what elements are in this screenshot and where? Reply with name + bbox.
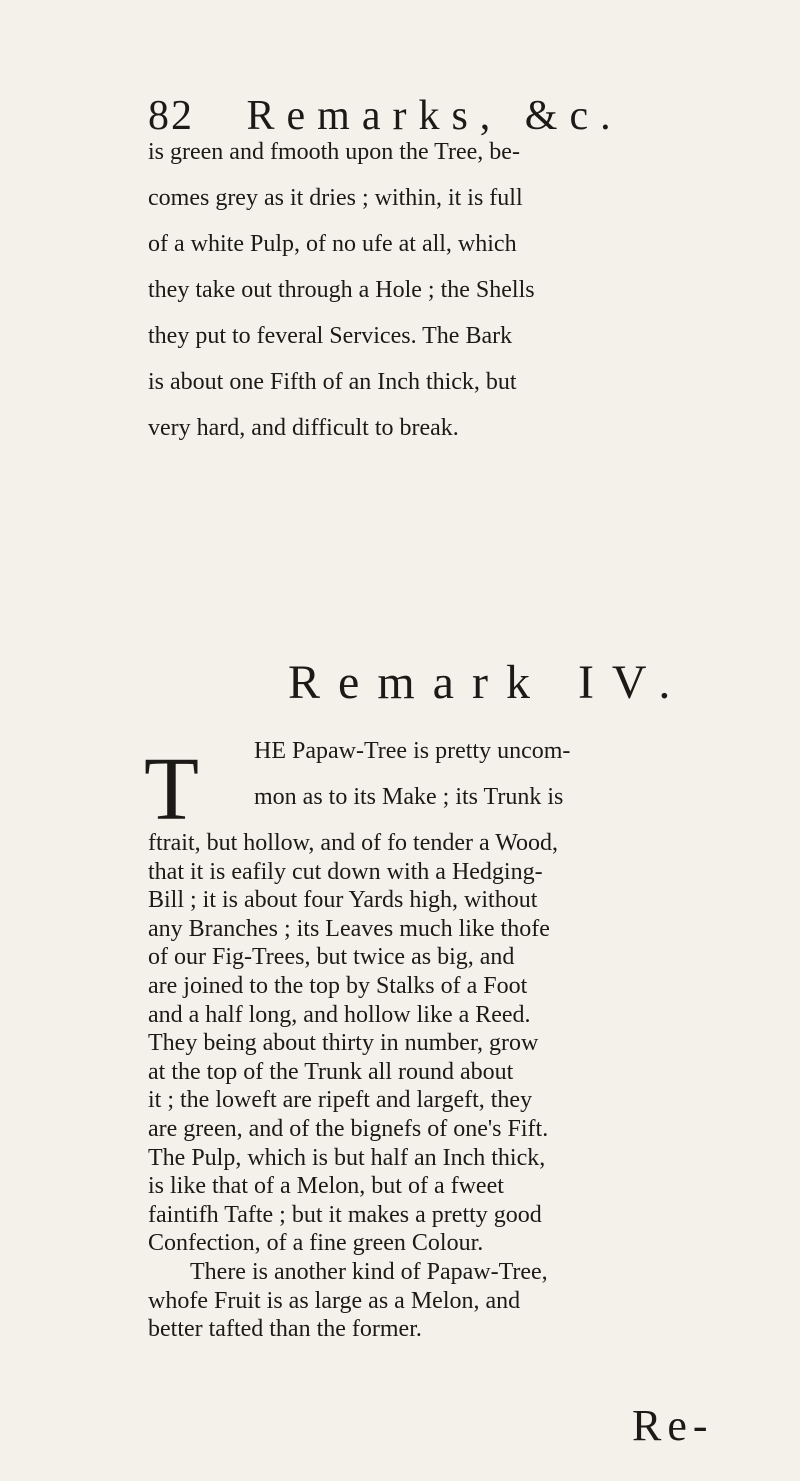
catchword: Re- [632, 1401, 714, 1450]
text-line: faintifh Tafte ; but it makes a pretty good [148, 1201, 542, 1228]
text-line: ftrait, but hollow, and of fo tender a Wood, [148, 830, 558, 856]
text-line: whofe Fruit is as large as a Melon, and [148, 1287, 521, 1314]
text-line: any Branches ; its Leaves much like thofe [148, 915, 550, 942]
text-line: very hard, and difficult to break. [148, 415, 459, 441]
text-line: of a white Pulp, of no ufe at all, which [148, 231, 517, 257]
text-line: There is another kind of Papaw-Tree, [190, 1259, 548, 1285]
drop-cap: T [144, 740, 199, 839]
text-line: comes grey as it dries ; within, it is full [148, 185, 523, 211]
text-line: The Pulp, which is but half an Inch thick, [148, 1144, 546, 1171]
text-line: HE Papaw-Tree is pretty uncom- [254, 738, 571, 764]
text-line: Bill ; it is about four Yards high, without [148, 887, 538, 914]
text-line: better tafted than the former. [148, 1316, 422, 1343]
text-line: that it is eafily cut down with a Hedging- [148, 858, 543, 885]
running-title: Remarks, &c. [246, 93, 623, 139]
text-line: They being about thirty in number, grow [148, 1030, 539, 1057]
page-number: 82 [148, 93, 194, 139]
text-line: is about one Fifth of an Inch thick, but [148, 369, 517, 395]
text-line: mon as to its Make ; its Trunk is [254, 784, 564, 810]
text-line: they put to feveral Services. The Bark [148, 323, 513, 349]
text-line: Confection, of a fine green Colour. [148, 1230, 484, 1257]
text-line: at the top of the Trunk all round about [148, 1058, 514, 1085]
running-header [148, 92, 623, 140]
text-line: is green and fmooth upon the Tree, be- [148, 139, 520, 165]
text-line: it ; the loweft are ripeft and largeft, they [148, 1087, 533, 1114]
text-line: they take out through a Hole ; the Shells [148, 277, 535, 303]
text-line: are joined to the top by Stalks of a Foot [148, 973, 528, 999]
text-line: are green, and of the bignefs of one's Fift. [148, 1116, 549, 1142]
text-line: of our Fig-Trees, but twice as big, and [148, 944, 515, 971]
section-heading: Remark IV. [288, 656, 689, 709]
text-line: and a half long, and hollow like a Reed. [148, 1001, 531, 1028]
text-line: is like that of a Melon, but of a fweet [148, 1173, 504, 1200]
